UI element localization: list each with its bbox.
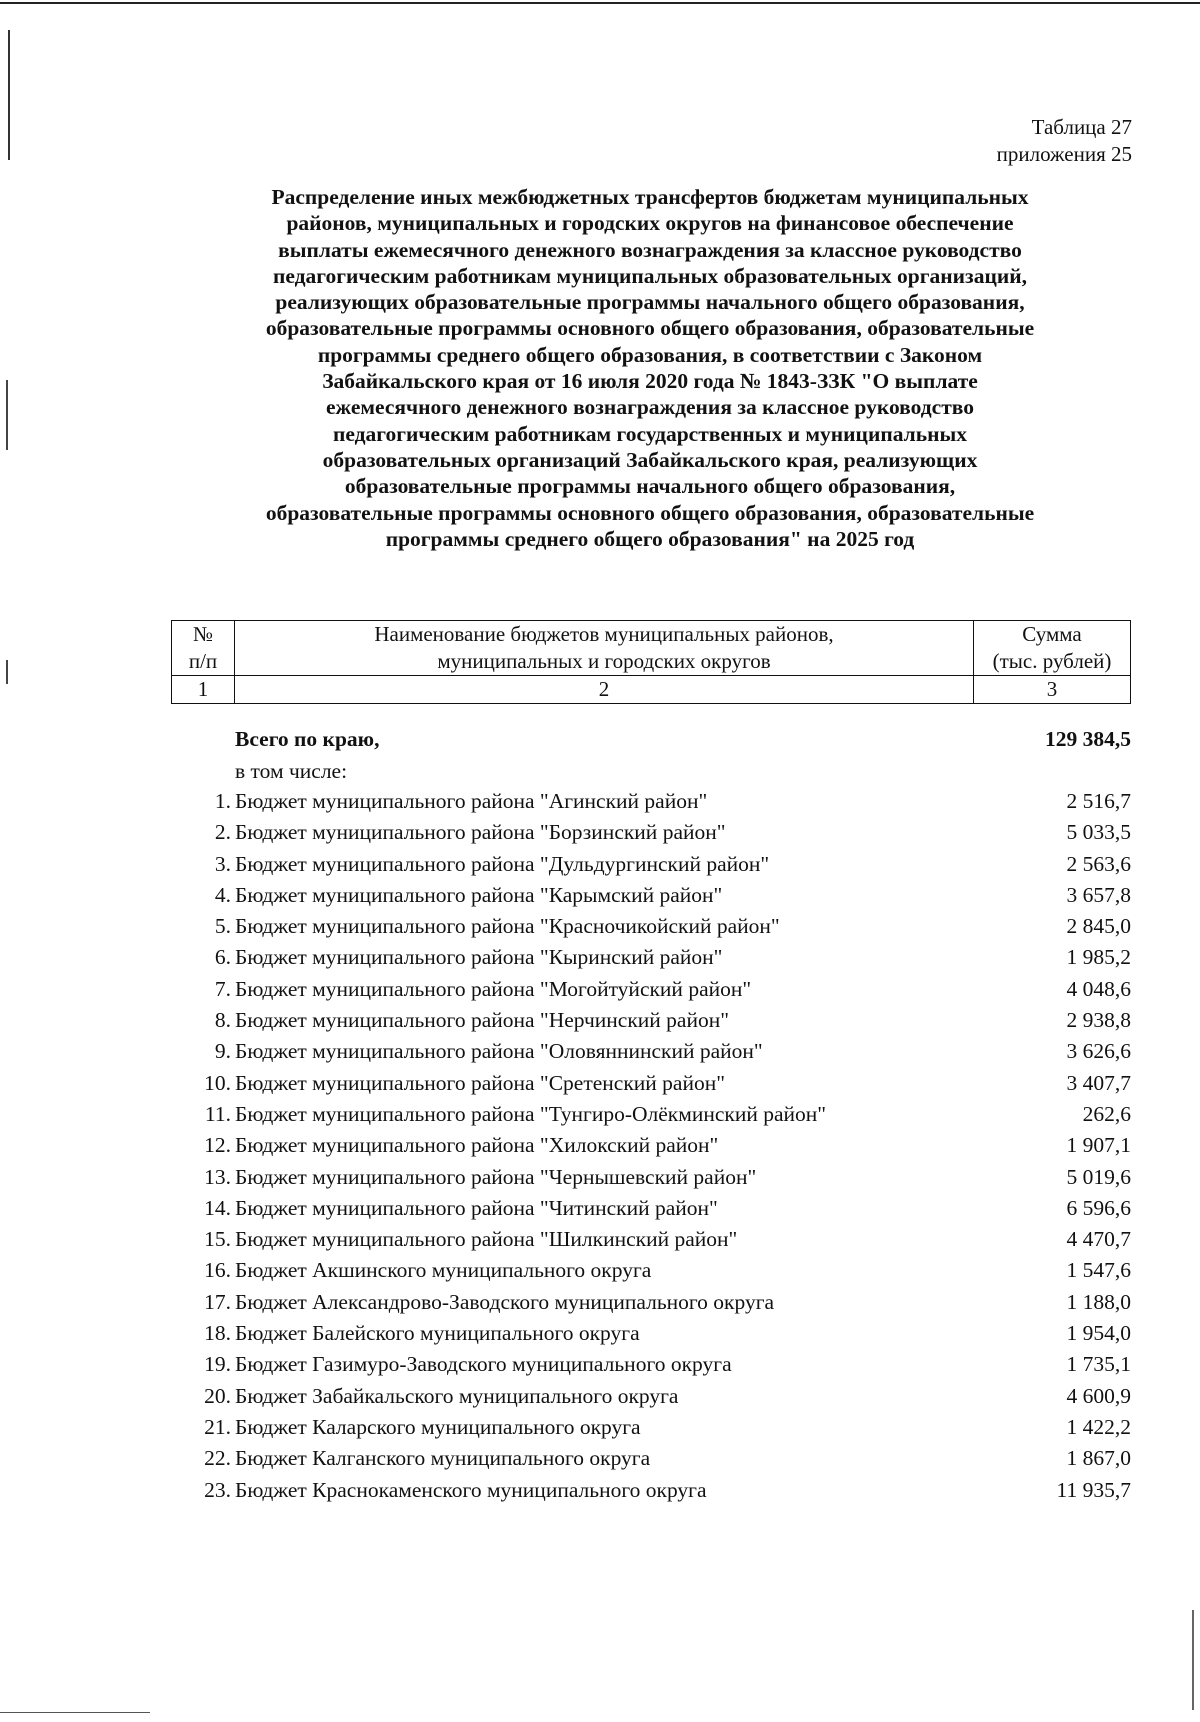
- row-amount: 5 019,6: [1066, 1164, 1131, 1189]
- table-row: [171, 1162, 1131, 1193]
- title-line: образовательных организаций Забайкальского края, реализующих: [322, 447, 978, 472]
- row-budget-name: Бюджет Краснокаменского муниципального округа: [235, 1477, 707, 1502]
- row-number: 1.: [214, 789, 231, 813]
- row-budget-name: Бюджет Акшинского муниципального округа: [235, 1258, 652, 1283]
- row-budget-name: Бюджет Калганского муниципального округа: [235, 1446, 651, 1471]
- title-line: образовательные программы начального общего образования,: [344, 474, 956, 499]
- scan-edge-left-mark: [6, 380, 8, 450]
- row-budget-name: Бюджет муниципального района "Читинский район": [235, 1195, 718, 1220]
- row-budget-name: Бюджет Александрово-Заводского муниципального округа: [235, 1289, 775, 1314]
- row-number: 23.: [204, 1477, 231, 1502]
- table-row: [171, 1193, 1131, 1224]
- table-row: [171, 1255, 1131, 1286]
- title-line: районов, муниципальных и городских округов на финансовое обеспечение: [286, 211, 1014, 236]
- row-number: 2.: [214, 820, 231, 845]
- row-number: 5.: [214, 914, 231, 939]
- row-number: 14.: [204, 1195, 231, 1220]
- row-amount: 2 938,8: [1066, 1008, 1131, 1033]
- total-label: Всего по краю,: [235, 727, 380, 751]
- row-amount: 11 935,7: [1056, 1477, 1131, 1502]
- scan-edge-top: [0, 2, 1200, 4]
- row-budget-name: Бюджет муниципального района "Нерчинский район": [235, 1008, 730, 1033]
- header-name-line1: Наименование бюджетов муниципальных районов,: [374, 622, 834, 646]
- row-number: 20.: [204, 1383, 231, 1408]
- scan-edge-bottom: [0, 1712, 150, 1713]
- table-row: [171, 849, 1131, 880]
- row-number: 9.: [214, 1039, 231, 1064]
- column-number-1: 1: [172, 676, 235, 704]
- row-number: 21.: [204, 1414, 231, 1439]
- row-number: 13.: [204, 1164, 231, 1189]
- total-value: 129 384,5: [1045, 727, 1131, 751]
- row-amount: 1 735,1: [1066, 1352, 1131, 1377]
- table-row: [171, 817, 1131, 848]
- table-number: Таблица 27: [1031, 115, 1132, 139]
- header-amount-line2: (тыс. рублей): [992, 649, 1112, 673]
- table-header: [171, 620, 1131, 704]
- title-line: ежемесячного денежного вознаграждения за классное руководство: [326, 395, 974, 420]
- table-row: [171, 911, 1131, 942]
- table-row: [171, 1224, 1131, 1255]
- row-amount: 2 563,6: [1066, 851, 1131, 876]
- row-amount: 1 954,0: [1066, 1321, 1131, 1346]
- row-amount: 2 845,0: [1066, 914, 1131, 939]
- header-number-cell: [172, 621, 235, 676]
- table-row: [171, 1318, 1131, 1349]
- row-number: 17.: [204, 1289, 231, 1314]
- table-row: [171, 1005, 1131, 1036]
- title-line: Забайкальского края от 16 июля 2020 года № 1843-ЗЗК "О выплате: [322, 369, 978, 394]
- table-row: [171, 1287, 1131, 1318]
- table-row: [171, 786, 1131, 817]
- title-line: реализующих образовательные программы начального общего образования,: [275, 290, 1025, 315]
- row-amount: 262,6: [1082, 1101, 1131, 1126]
- title-line: педагогическим работникам государственных и муниципальных: [332, 421, 968, 446]
- table-row: [171, 1036, 1131, 1067]
- scan-edge-left: [8, 30, 10, 160]
- table-row: [171, 1412, 1131, 1443]
- scan-edge-right: [1192, 1610, 1194, 1710]
- row-budget-name: Бюджет муниципального района "Шилкинский район": [235, 1227, 738, 1252]
- column-number-3: 3: [974, 676, 1131, 704]
- row-budget-name: Бюджет муниципального района "Оловяннинский район": [235, 1039, 763, 1064]
- row-budget-name: Бюджет муниципального района "Красночикойский район": [235, 914, 780, 939]
- row-number: 3.: [214, 851, 231, 876]
- row-amount: 4 048,6: [1066, 976, 1131, 1001]
- header-number-abbr: п/п: [188, 649, 218, 673]
- row-amount: 1 867,0: [1066, 1446, 1131, 1471]
- row-amount: 3 657,8: [1066, 882, 1131, 907]
- scan-edge-left-mark-2: [6, 660, 8, 684]
- row-amount: 1 907,1: [1066, 1133, 1131, 1158]
- table-row: [171, 1068, 1131, 1099]
- row-budget-name: Бюджет муниципального района "Дульдургинский район": [235, 851, 770, 876]
- table-reference: [997, 114, 1132, 168]
- header-amount-line1: Сумма: [1022, 622, 1082, 646]
- row-number: 7.: [214, 976, 231, 1001]
- title-line: образовательные программы основного общего образования, образовательные: [265, 316, 1035, 341]
- table-row: [171, 974, 1131, 1005]
- row-amount: 2 516,7: [1066, 789, 1131, 813]
- row-number: 11.: [204, 1101, 231, 1126]
- row-amount: 1 547,6: [1066, 1258, 1131, 1283]
- row-amount: 6 596,6: [1066, 1195, 1131, 1220]
- row-number: 8.: [214, 1008, 231, 1033]
- row-amount: 4 600,9: [1066, 1383, 1131, 1408]
- row-budget-name: Бюджет муниципального района "Кыринский район": [235, 945, 723, 970]
- row-number: 19.: [204, 1352, 231, 1377]
- table-row: [171, 1099, 1131, 1130]
- table-row: [171, 880, 1131, 911]
- row-amount: 1 422,2: [1066, 1414, 1131, 1439]
- title-line: программы среднего общего образования" на 2025 год: [385, 526, 915, 551]
- title-line: программы среднего общего образования, в соответствии с Законом: [317, 342, 983, 367]
- row-number: 22.: [204, 1446, 231, 1471]
- row-amount: 3 626,6: [1066, 1039, 1131, 1064]
- row-amount: 3 407,7: [1066, 1070, 1131, 1095]
- row-amount: 1 985,2: [1066, 945, 1131, 970]
- row-budget-name: Бюджет муниципального района "Чернышевский район": [235, 1164, 757, 1189]
- total-row: [171, 722, 1131, 756]
- row-budget-name: Бюджет муниципального района "Сретенский район": [235, 1070, 725, 1095]
- including-label: в том числе:: [235, 759, 348, 783]
- appendix-number: приложения 25: [996, 142, 1132, 166]
- row-budget-name: Бюджет муниципального района "Карымский район": [235, 882, 723, 907]
- header-number-sign: №: [192, 622, 214, 646]
- table-body: [171, 786, 1131, 1506]
- row-number: 15.: [204, 1227, 231, 1252]
- row-amount: 5 033,5: [1066, 820, 1131, 845]
- row-budget-name: Бюджет Каларского муниципального округа: [235, 1414, 641, 1439]
- row-budget-name: Бюджет Балейского муниципального округа: [235, 1321, 640, 1346]
- document-title: [160, 184, 1140, 552]
- title-line: педагогическим работникам муниципальных образовательных организаций,: [273, 263, 1027, 288]
- table-row: [171, 1381, 1131, 1412]
- row-amount: 4 470,7: [1066, 1227, 1131, 1252]
- row-budget-name: Бюджет муниципального района "Борзинский район": [235, 820, 726, 845]
- table-row: [171, 1475, 1131, 1506]
- row-number: 4.: [214, 882, 231, 907]
- title-line: Распределение иных межбюджетных трансфертов бюджетам муниципальных: [271, 185, 1029, 209]
- row-budget-name: Бюджет муниципального района "Агинский район": [235, 789, 708, 813]
- row-budget-name: Бюджет муниципального района "Тунгиро-Олёкминский район": [235, 1101, 827, 1126]
- table-row: [171, 1349, 1131, 1380]
- table-row: [171, 942, 1131, 973]
- row-number: 18.: [204, 1321, 231, 1346]
- column-number-2: 2: [235, 676, 974, 704]
- header-name-line2: муниципальных и городских округов: [437, 649, 771, 673]
- title-line: образовательные программы основного общего образования, образовательные: [265, 500, 1035, 525]
- row-number: 12.: [204, 1133, 231, 1158]
- table-row: [171, 1130, 1131, 1161]
- row-amount: 1 188,0: [1066, 1289, 1131, 1314]
- header-name-cell: [235, 621, 974, 676]
- header-amount-cell: [974, 621, 1131, 676]
- row-budget-name: Бюджет Забайкальского муниципального округа: [235, 1383, 679, 1408]
- row-number: 6.: [214, 945, 231, 970]
- row-budget-name: Бюджет Газимуро-Заводского муниципального округа: [235, 1352, 732, 1377]
- row-budget-name: Бюджет муниципального района "Могойтуйский район": [235, 976, 752, 1001]
- row-number: 10.: [204, 1070, 231, 1095]
- row-budget-name: Бюджет муниципального района "Хилокский район": [235, 1133, 719, 1158]
- table-row: [171, 1443, 1131, 1474]
- row-number: 16.: [204, 1258, 231, 1283]
- title-line: выплаты ежемесячного денежного вознаграждения за классное руководство: [278, 237, 1022, 262]
